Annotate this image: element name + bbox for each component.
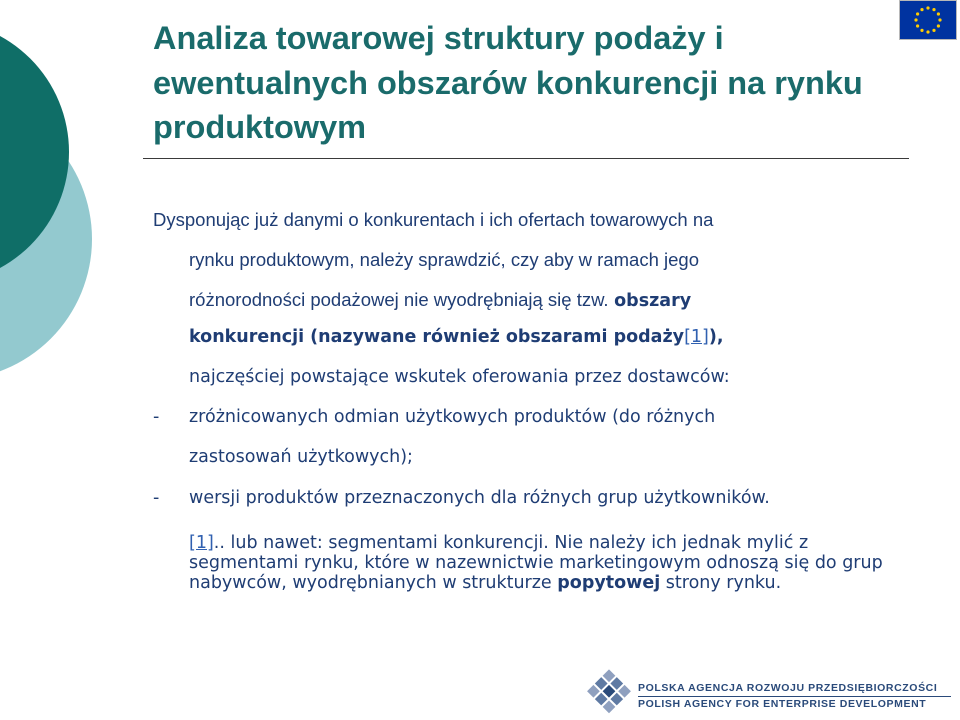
body-line-2: rynku produktowym, należy sprawdzić, czy aby w ramach jego [189,249,699,270]
term-closing: ), [708,327,724,347]
body-line-3 [189,289,691,311]
term-popytowej: popytowej [557,573,661,593]
parp-logo-rule [638,696,951,697]
footnote [189,533,909,593]
parp-name-en: POLISH AGENCY FOR ENTERPRISE DEVELOPMENT [638,698,927,710]
parp-name-pl: POLSKA AGENCJA ROZWOJU PRZEDSIĘBIORCZOŚCI [638,682,938,694]
bullet-dash: - [153,407,160,427]
body-line-3-text: różnorodności podażowej nie wyodrębniają się tzw. [189,289,609,310]
footnote-ref-link[interactable]: [1] [684,327,709,347]
bullet-1-text: zróżnicowanych odmian użytkowych produktów (do różnych [189,407,716,427]
title-divider [143,158,909,159]
parp-logo [583,667,953,717]
footnote-anchor-link[interactable]: [1] [189,533,214,553]
body-line-5: najczęściej powstające wskutek oferowania przez dostawców: [189,367,730,387]
term-obszary: obszary [614,291,692,311]
parp-logo-icon [583,667,635,717]
eu-flag-icon [899,0,957,40]
term-konkurencji: konkurencji (nazywane również obszarami podaży [189,327,685,347]
slide-title: Analiza towarowej struktury podaży i ewentualnych obszarów konkurencji na rynku produktowym [153,20,863,145]
intro-line: Dysponując już danymi o konkurentach i ich ofertach towarowych na [153,209,714,230]
footnote-text: .. lub nawet: segmentami konkurencji. Nie należy ich jednak mylić z segmentami rynku, które w nazewnictwie marketingowym odnoszą się do grup nabywców, wyodrębnianych w strukturze [189,533,883,593]
body-line-4 [189,327,724,347]
bullet-2-text: wersji produktów przeznaczonych dla różnych grup użytkowników. [189,488,770,508]
bullet-dash: - [153,488,160,508]
footnote-text-end: strony rynku. [665,573,782,593]
bullet-1-continuation: zastosowań użytkowych); [189,447,413,467]
